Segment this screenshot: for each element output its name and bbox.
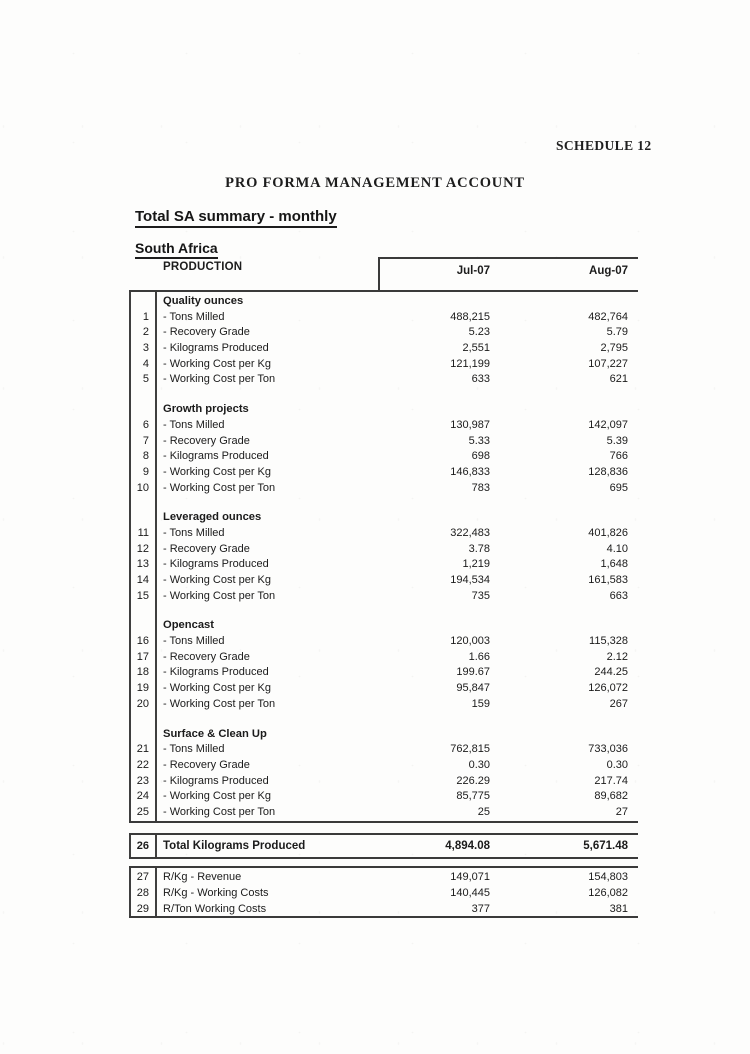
data-row: [129, 774, 638, 790]
data-row: [129, 650, 638, 666]
row-number: 3: [142, 342, 149, 355]
row-number: 8: [142, 450, 149, 463]
spacer-row: [129, 604, 638, 618]
value-aug: 107,227: [588, 357, 628, 370]
row-label: - Recovery Grade: [163, 758, 250, 771]
data-row: [129, 449, 638, 465]
row-number: 20: [136, 697, 149, 710]
row-number: 11: [137, 526, 149, 539]
row-label: R/Kg - Revenue: [163, 871, 242, 883]
data-row: [129, 557, 638, 573]
value-aug: 0.30: [606, 758, 628, 771]
value-jul: [378, 618, 490, 634]
row-number: 2: [142, 326, 149, 339]
section-heading-row: [129, 618, 638, 634]
row-number: 15: [136, 589, 149, 602]
value-aug: [490, 727, 638, 743]
row-number: 16: [136, 635, 149, 648]
row-label: - Recovery Grade: [163, 542, 250, 555]
value-jul: [378, 294, 490, 310]
data-row: [129, 665, 638, 681]
summary-row: [129, 901, 638, 917]
value-jul: 95,847: [456, 682, 490, 695]
value-jul: 146,833: [450, 465, 490, 478]
report-subtitle: Total SA summary - monthly: [135, 208, 337, 228]
value-jul: [378, 604, 490, 618]
data-row: [129, 526, 638, 542]
value-jul: 5.33: [468, 434, 490, 447]
row-label: Leveraged ounces: [163, 511, 262, 524]
section-heading-row: [129, 402, 638, 418]
column-header-box: [378, 257, 638, 290]
row-label: [155, 604, 378, 618]
value-aug: 115,328: [589, 635, 628, 648]
row-number: [129, 604, 155, 618]
value-jul: 762,815: [450, 743, 490, 756]
row-number: [129, 496, 155, 510]
total-row: [129, 835, 638, 857]
row-number: 23: [136, 774, 149, 787]
value-aug: 401,826: [588, 526, 628, 539]
row-number: [129, 618, 155, 634]
data-row: [129, 465, 638, 481]
value-jul: 121,199: [450, 357, 490, 370]
data-row: [129, 341, 638, 357]
value-aug: [490, 402, 638, 418]
value-jul: 3.78: [468, 542, 490, 555]
region-heading: South Africa: [135, 240, 218, 259]
row-label: - Kilograms Produced: [163, 774, 269, 787]
data-row: [129, 357, 638, 373]
row-number: 28: [136, 887, 149, 899]
value-aug: [490, 388, 638, 402]
value-jul: 85,775: [456, 790, 490, 803]
row-number: [129, 294, 155, 310]
total-row-container: [129, 835, 638, 857]
value-aug: [490, 604, 638, 618]
row-number: [129, 402, 155, 418]
value-jul: 2,551: [462, 342, 490, 355]
schedule-label: SCHEDULE 12: [556, 138, 652, 153]
row-label: - Working Cost per Kg: [163, 790, 272, 803]
row-label: - Recovery Grade: [163, 434, 250, 447]
row-number: 26: [136, 840, 149, 852]
value-jul: [378, 496, 490, 510]
row-label: - Tons Milled: [163, 418, 225, 431]
production-table: [129, 290, 638, 823]
row-number: 9: [142, 465, 149, 478]
value-aug: 5.39: [606, 434, 628, 447]
value-jul: 1,219: [462, 558, 490, 571]
row-label: [155, 496, 378, 510]
value-jul: [378, 402, 490, 418]
row-label: - Tons Milled: [163, 526, 225, 539]
row-label: - Working Cost per Kg: [163, 682, 272, 695]
row-number: 6: [142, 418, 149, 431]
value-aug: 5,671.48: [583, 840, 628, 852]
value-aug: 244.25: [594, 666, 628, 679]
row-label: - Recovery Grade: [163, 326, 250, 339]
row-number: 19: [136, 682, 149, 695]
value-jul: 4,894.08: [445, 840, 490, 852]
data-row: [129, 634, 638, 650]
row-label: Growth projects: [163, 403, 249, 416]
value-jul: [378, 388, 490, 402]
row-number: 17: [136, 650, 149, 663]
summary-row: [129, 885, 638, 901]
row-number: 10: [136, 481, 149, 494]
data-row: [129, 742, 638, 758]
row-label: - Kilograms Produced: [163, 666, 269, 679]
value-jul: 488,215: [450, 310, 490, 323]
row-number: 7: [142, 434, 149, 447]
row-label: [155, 388, 378, 402]
value-jul: 735: [471, 589, 490, 602]
value-aug: 695: [609, 481, 628, 494]
section-heading-row: [129, 510, 638, 526]
row-number: 13: [136, 558, 149, 571]
row-number: [129, 388, 155, 402]
row-number: 4: [142, 357, 149, 370]
row-number: 27: [136, 871, 149, 883]
value-aug: [490, 618, 638, 634]
value-aug: 2.12: [606, 650, 628, 663]
value-aug: [490, 510, 638, 526]
row-label: [155, 713, 378, 727]
data-row: [129, 325, 638, 341]
value-jul: 120,003: [450, 635, 490, 648]
row-number: 22: [136, 758, 149, 771]
row-label: - Tons Milled: [163, 635, 225, 648]
data-row: [129, 573, 638, 589]
value-jul: 140,445: [450, 887, 490, 899]
summary-row: [129, 869, 638, 885]
value-jul: 377: [471, 903, 490, 915]
section-heading-row: [129, 727, 638, 743]
row-label: - Working Cost per Ton: [163, 373, 276, 386]
row-number: 25: [136, 805, 149, 818]
row-label: Opencast: [163, 619, 214, 632]
value-aug: 27: [615, 805, 628, 818]
row-label: - Tons Milled: [163, 310, 225, 323]
data-row: [129, 805, 638, 821]
summary-rows-box: [129, 866, 638, 918]
value-aug: [490, 713, 638, 727]
data-row: [129, 310, 638, 326]
value-aug: 267: [609, 697, 628, 710]
column-header-aug: Aug-07: [589, 265, 628, 277]
value-aug: 1,648: [600, 558, 628, 571]
value-jul: 633: [471, 373, 490, 386]
row-label: R/Ton Working Costs: [163, 903, 267, 915]
value-aug: [490, 294, 638, 310]
page-title: PRO FORMA MANAGEMENT ACCOUNT: [225, 175, 525, 191]
row-number: 21: [136, 743, 149, 756]
column-header-jul: Jul-07: [456, 265, 490, 277]
row-number: 1: [142, 310, 149, 323]
value-jul: 199.67: [456, 666, 490, 679]
value-aug: 621: [609, 373, 628, 386]
value-aug: 5.79: [606, 326, 628, 339]
row-label: - Working Cost per Ton: [163, 481, 276, 494]
value-aug: 4.10: [606, 542, 628, 555]
data-row: [129, 681, 638, 697]
data-row: [129, 589, 638, 605]
section-heading-row: [129, 294, 638, 310]
row-label: - Kilograms Produced: [163, 450, 269, 463]
value-jul: [378, 713, 490, 727]
row-number: 18: [136, 666, 149, 679]
value-jul: [378, 510, 490, 526]
data-row: [129, 418, 638, 434]
summary-rows-container: [129, 868, 638, 917]
data-row: [129, 542, 638, 558]
row-label: R/Kg - Working Costs: [163, 887, 269, 899]
data-row: [129, 372, 638, 388]
value-jul: 194,534: [450, 574, 490, 586]
value-aug: 766: [609, 450, 628, 463]
row-label: - Working Cost per Ton: [163, 589, 276, 602]
value-aug: 733,036: [588, 743, 628, 756]
row-label: - Working Cost per Kg: [163, 465, 272, 478]
value-aug: 161,583: [588, 574, 628, 586]
total-row-box: [129, 833, 638, 859]
data-row: [129, 697, 638, 713]
value-jul: [378, 727, 490, 743]
row-label: - Working Cost per Ton: [163, 697, 276, 710]
row-label: - Working Cost per Kg: [163, 574, 272, 586]
value-jul: 159: [471, 697, 490, 710]
value-aug: 217.74: [594, 774, 628, 787]
row-number: 29: [136, 903, 149, 915]
data-row: [129, 789, 638, 805]
data-row: [129, 481, 638, 497]
value-aug: 381: [609, 903, 628, 915]
value-aug: 128,836: [588, 465, 628, 478]
value-aug: 89,682: [594, 790, 628, 803]
value-jul: 25: [477, 805, 490, 818]
value-aug: 126,072: [588, 682, 628, 695]
row-number: 12: [136, 542, 149, 555]
value-aug: [490, 496, 638, 510]
row-number: [129, 510, 155, 526]
value-jul: 322,483: [450, 526, 490, 539]
value-aug: 2,795: [600, 342, 628, 355]
value-aug: 663: [609, 589, 628, 602]
row-label: - Working Cost per Ton: [163, 805, 276, 818]
row-label: - Kilograms Produced: [163, 558, 269, 571]
value-jul: 130,987: [450, 418, 490, 431]
production-label: PRODUCTION: [163, 261, 243, 273]
row-number: [129, 713, 155, 727]
row-label: - Kilograms Produced: [163, 342, 269, 355]
value-aug: 126,082: [588, 887, 628, 899]
spacer-row: [129, 496, 638, 510]
row-label: - Recovery Grade: [163, 650, 250, 663]
row-number: 24: [136, 790, 149, 803]
value-jul: 698: [471, 450, 490, 463]
row-number: 14: [136, 574, 149, 586]
value-jul: 1.66: [468, 650, 490, 663]
row-number: 5: [142, 373, 149, 386]
value-jul: 0.30: [468, 758, 490, 771]
row-label: Total Kilograms Produced: [163, 840, 306, 852]
value-jul: 783: [471, 481, 490, 494]
row-label: - Working Cost per Kg: [163, 357, 272, 370]
spacer-row: [129, 388, 638, 402]
data-row: [129, 758, 638, 774]
value-jul: 149,071: [450, 871, 490, 883]
value-jul: 5.23: [468, 326, 490, 339]
production-table-rows: [129, 292, 638, 821]
value-aug: 154,803: [588, 871, 628, 883]
row-label: - Tons Milled: [163, 743, 225, 756]
row-label: Surface & Clean Up: [163, 727, 267, 740]
data-row: [129, 434, 638, 450]
value-aug: 482,764: [588, 310, 628, 323]
value-jul: 226.29: [456, 774, 490, 787]
value-aug: 142,097: [588, 418, 628, 431]
row-number: [129, 727, 155, 743]
spacer-row: [129, 713, 638, 727]
row-label: Quality ounces: [163, 295, 244, 307]
